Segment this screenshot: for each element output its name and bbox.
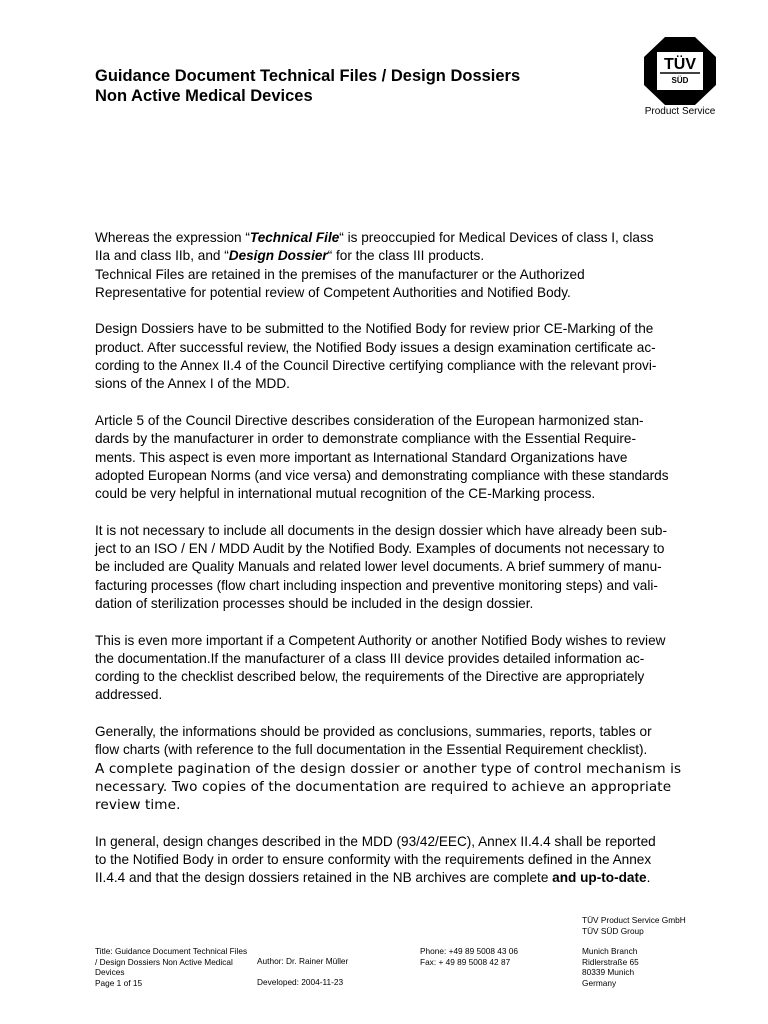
company-group: TÜV SÜD Group: [582, 925, 644, 936]
logo-caption: Product Service: [644, 106, 716, 117]
phone: Phone: +49 89 5008 43 06: [420, 946, 519, 956]
footer-company: [582, 915, 686, 936]
text-line: cording to the checklist described below, the requirements of the Directive are appropriately: [95, 669, 645, 685]
text-line: IIa and class IIb, and “Design Dossier“ for the class III products.: [95, 248, 485, 264]
text-line: cording to the Annex II.4 of the Council Directive certifying compliance with the relevant provi-: [95, 358, 657, 374]
address-line: Munich Branch: [582, 946, 638, 956]
address-line: 80339 Munich: [582, 967, 635, 977]
text-line: product. After successful review, the Notified Body issues a design examination certificate ac-: [95, 339, 656, 355]
text-line: facturing processes (flow chart including inspection and preventive monitoring steps) and vali-: [95, 577, 658, 593]
logo-text-top: TÜV: [664, 56, 696, 73]
text-line: Representative for potential review of Competent Authorities and Notified Body.: [95, 284, 571, 300]
footer-title: [95, 946, 247, 988]
text-line: dation of sterilization processes should be included in the design dossier.: [95, 595, 534, 611]
paragraph-1: [95, 229, 695, 302]
term-design-dossier: Design Dossier: [228, 248, 328, 264]
paragraph-6: [95, 723, 695, 760]
logo-text-bottom: SÜD: [671, 76, 689, 85]
text-line: Whereas the expression “Technical File“ is preoccupied for Medical Devices of class I, class: [95, 230, 654, 245]
term-technical-file: Technical File: [249, 230, 340, 245]
footer-developed: [257, 977, 343, 988]
fax: Fax: + 49 89 5008 42 87: [420, 956, 511, 967]
body-text: [95, 229, 695, 888]
text-line: It is not necessary to include all documents in the design dossier which have already been sub-: [95, 522, 668, 538]
title-line-1: Guidance Document Technical Files / Design Dossiers: [95, 67, 521, 85]
text-line: could be very helpful in international mutual recognition of the CE-Marking process.: [95, 486, 596, 502]
text-line: sions of the Annex I of the MDD.: [95, 376, 290, 392]
text-line: flow charts (with reference to the full documentation in the Essential Requirement checklist).: [95, 742, 648, 758]
footer-title-line: / Design Dossiers Non Active Medical: [95, 956, 233, 967]
text-line: A complete pagination of the design dossier or another type of control mechanism is: [95, 760, 682, 777]
company-name: TÜV Product Service GmbH: [582, 915, 686, 925]
text-line: This is even more important if a Competent Authority or another Notified Body wishes to review: [95, 632, 666, 648]
author: Author: Dr. Rainer Müller: [257, 956, 349, 966]
document-title: [95, 66, 520, 106]
text-line: to the Notified Body in order to ensure conformity with the requirements defined in the Annex: [95, 852, 652, 868]
text-line: the documentation.If the manufacturer of a class III device provides detailed information ac-: [95, 650, 645, 666]
page-number: Page 1 of 15: [95, 977, 143, 988]
tuv-octagon-icon: [643, 36, 717, 106]
paragraph-6-continued: [95, 760, 695, 815]
text-line: necessary. Two copies of the documentation are required to achieve an appropriate: [95, 778, 672, 795]
text-line: dards by the manufacturer in order to demonstrate compliance with the Essential Require-: [95, 431, 637, 447]
text-line: ject to an ISO / EN / MDD Audit by the Notified Body. Examples of documents not necessary to: [95, 541, 665, 557]
developed-date: Developed: 2004-11-23: [257, 977, 344, 987]
address-line: Ridlerstraße 65: [582, 956, 639, 967]
text-line: be included are Quality Manuals and related lower level documents. A brief summery of manu-: [95, 559, 662, 575]
text-line: Technical Files are retained in the premises of the manufacturer or the Authorized: [95, 266, 585, 282]
paragraph-5: [95, 632, 695, 705]
text-line: II.4.4 and that the design dossiers retained in the NB archives are complete and up-to-date.: [95, 870, 651, 886]
text-line: adopted European Norms (and vice versa) and demonstrating compliance with these standards: [95, 467, 669, 483]
text-line: ments. This aspect is even more important as International Standard Organizations have: [95, 449, 628, 465]
paragraph-4: [95, 522, 695, 613]
footer-address: [582, 946, 639, 988]
text-line: Design Dossiers have to be submitted to the Notified Body for review prior CE-Marking of the: [95, 321, 654, 337]
paragraph-7: [95, 833, 695, 888]
footer-contact: [420, 946, 518, 967]
paragraph-2: [95, 320, 695, 393]
text-line: Generally, the informations should be provided as conclusions, summaries, reports, tables or: [95, 724, 652, 740]
emphasis-up-to-date: and up-to-date: [552, 870, 647, 886]
text-line: Article 5 of the Council Directive describes consideration of the European harmonized stan-: [95, 412, 644, 428]
text-line: addressed.: [95, 687, 163, 703]
address-line: Germany: [582, 977, 617, 988]
title-line-2: Non Active Medical Devices: [95, 87, 313, 105]
paragraph-3: [95, 412, 695, 503]
footer-title-line: Title: Guidance Document Technical Files: [95, 946, 248, 956]
text-line: In general, design changes described in the MDD (93/42/EEC), Annex II.4.4 shall be reported: [95, 833, 656, 849]
text-line: review time.: [95, 797, 181, 814]
tuv-sud-logo: [640, 36, 720, 120]
footer-author: [257, 956, 348, 967]
footer-title-line: Devices: [95, 967, 125, 977]
